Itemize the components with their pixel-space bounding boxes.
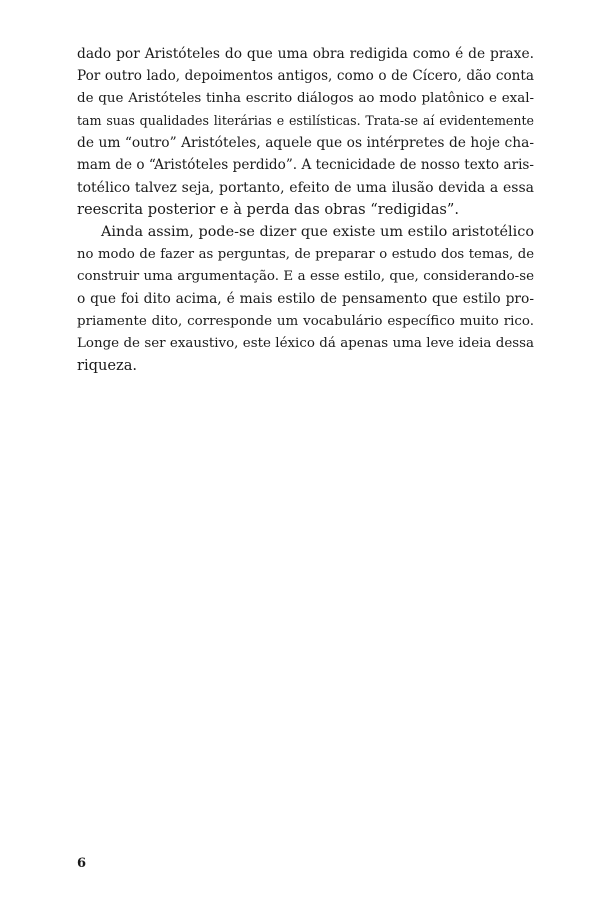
paragraph-line: priamente dito, corresponde um vocabulário específico muito rico. xyxy=(77,313,534,329)
paragraph-line: tam suas qualidades literárias e estilísticas. Trata-se aí evidentemente xyxy=(77,112,534,128)
body-text xyxy=(77,43,534,377)
paragraph-2 xyxy=(77,221,534,377)
paragraph-line: no modo de fazer as perguntas, de preparar o estudo dos temas, de xyxy=(77,246,534,262)
paragraph-line: riqueza. xyxy=(77,357,138,375)
paragraph-line: de um “outro” Aristóteles, aquele que os intérpretes de hoje cha- xyxy=(77,135,534,152)
paragraph-line: reescrita posterior e à perda das obras “redigidas”. xyxy=(77,201,460,219)
paragraph-line: dado por Aristóteles do que uma obra redigida como é de praxe. xyxy=(77,46,534,62)
paragraph-1 xyxy=(77,43,534,221)
paragraph-line: de que Aristóteles tinha escrito diálogos ao modo platônico e exal- xyxy=(77,90,534,106)
paragraph-line: Ainda assim, pode-se dizer que existe um estilo aristotélico xyxy=(101,224,534,241)
paragraph-line: mam de o “Aristóteles perdido”. A tecnicidade de nosso texto aris- xyxy=(77,157,534,174)
paragraph-line: Longe de ser exaustivo, este léxico dá apenas uma leve ideia dessa xyxy=(77,335,534,351)
paragraph-line: construir uma argumentação. E a esse estilo, que, considerando-se xyxy=(77,268,534,284)
paragraph-line: Por outro lado, depoimentos antigos, como o de Cícero, dão conta xyxy=(77,68,534,85)
paragraph-line: totélico talvez seja, portanto, efeito de uma ilusão devida a essa xyxy=(77,179,534,196)
page-number: 6 xyxy=(77,856,87,871)
paragraph-line: o que foi dito acima, é mais estilo de pensamento que estilo pro- xyxy=(77,291,534,308)
